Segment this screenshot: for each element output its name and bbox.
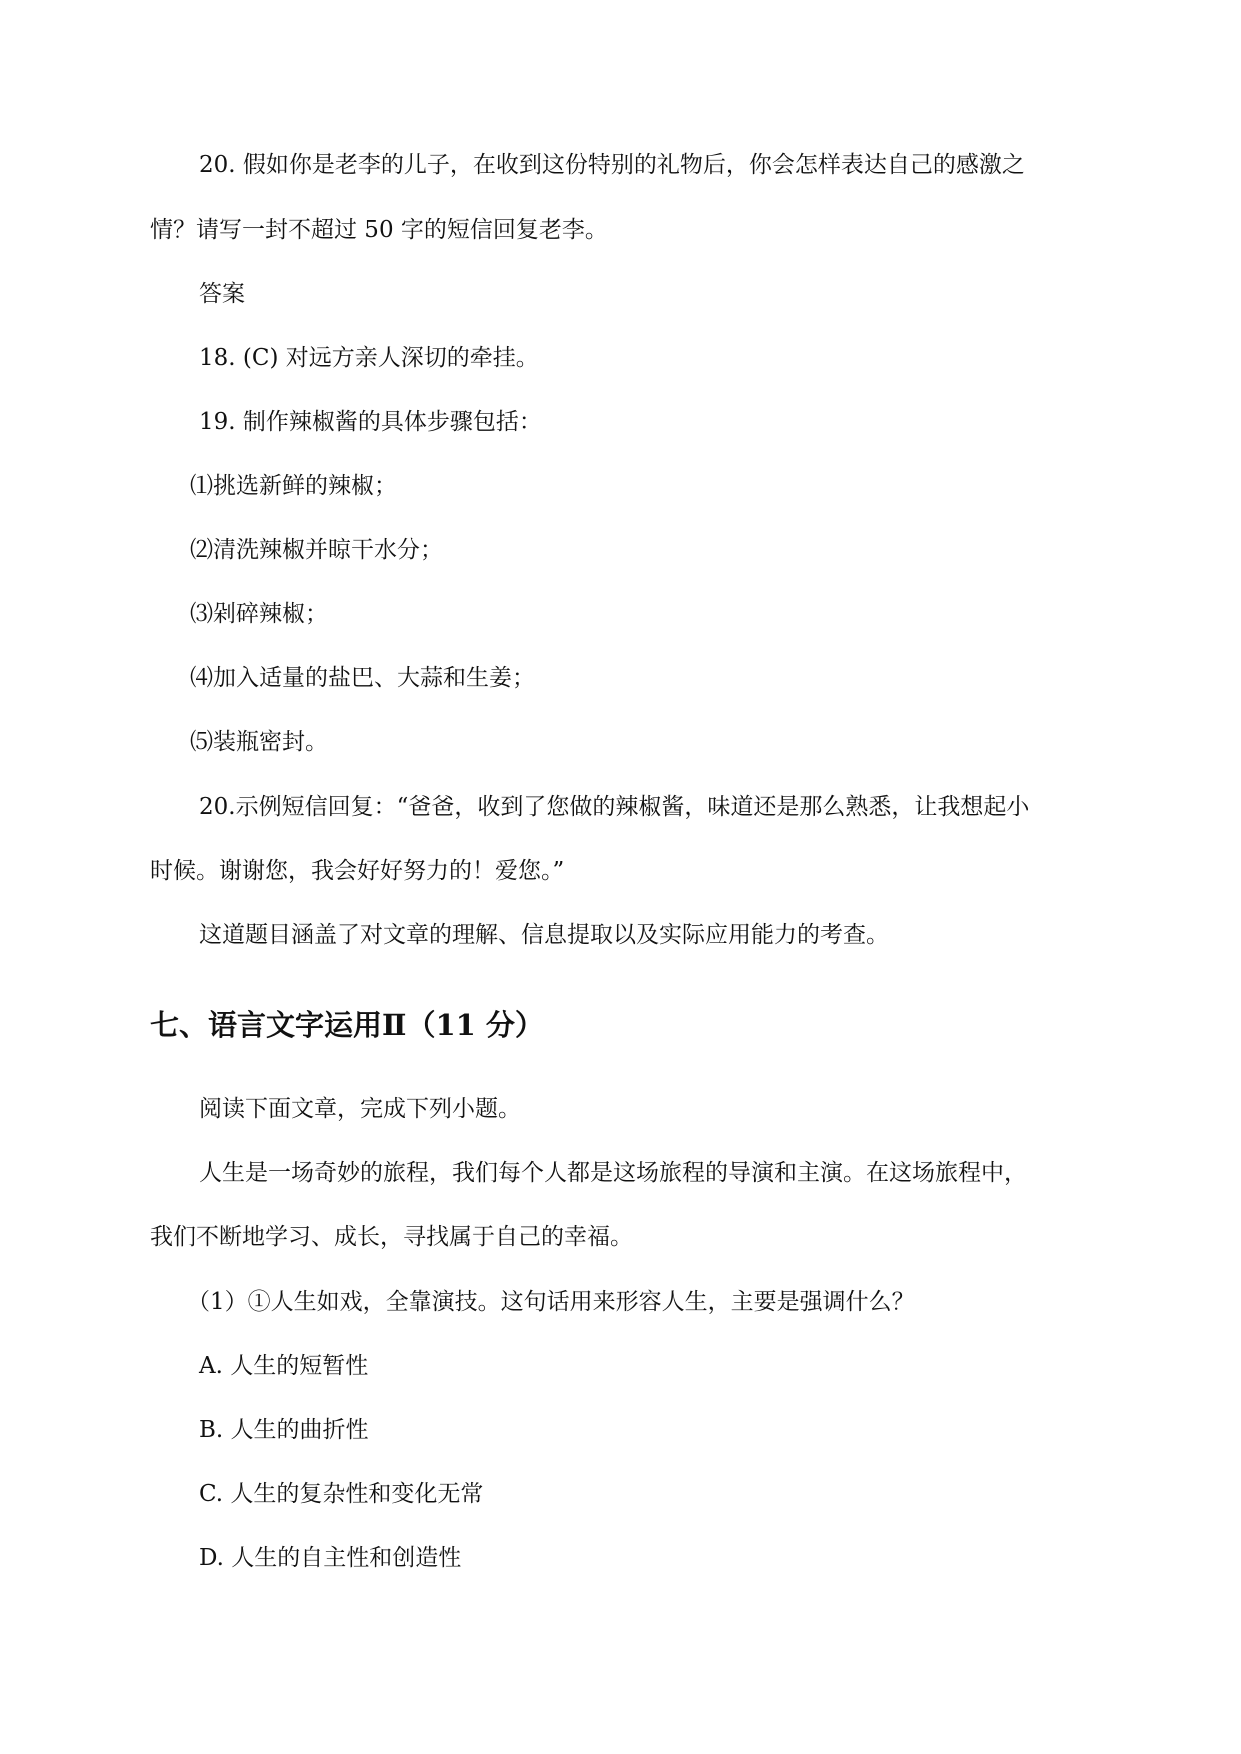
answer-19-step-3: ⑶剁碎辣椒； [190,601,328,627]
answer-20-line-1: 20.示例短信回复：“爸爸，收到了您做的辣椒酱，味道还是那么熟悉，让我想起小 [199,794,1030,820]
question-1: （1）①人生如戏，全靠演技。这句话用来形容人生，主要是强调什么？ [187,1289,915,1315]
answer-19: 19. 制作辣椒酱的具体步骤包括： [199,409,542,435]
answer-19-step-1: ⑴挑选新鲜的辣椒； [190,473,397,499]
option-c: C. 人生的复杂性和变化无常 [199,1481,484,1507]
answer-summary: 这道题目涵盖了对文章的理解、信息提取以及实际应用能力的考查。 [199,922,889,948]
option-d: D. 人生的自主性和创造性 [199,1545,462,1571]
answer-20-line-2: 时候。谢谢您，我会好好努力的！爱您。” [150,858,565,884]
answer-19-step-5: ⑸装瓶密封。 [190,729,328,755]
section-7-instruction: 阅读下面文章，完成下列小题。 [199,1096,521,1122]
answer-19-step-4: ⑷加入适量的盐巴、大蒜和生姜； [190,665,535,691]
question-20-line-1: 20. 假如你是老李的儿子，在收到这份特别的礼物后，你会怎样表达自己的感激之 [199,152,1025,178]
passage-line-1: 人生是一场奇妙的旅程，我们每个人都是这场旅程的导演和主演。在这场旅程中， [199,1160,1027,1186]
answer-heading: 答案 [199,281,245,307]
option-a: A. 人生的短暂性 [199,1353,369,1379]
question-20-line-2: 情？请写一封不超过 50 字的短信回复老李。 [150,217,608,243]
section-7-title: 七、语言文字运用Ⅱ（11 分） [150,1008,544,1042]
passage-line-2: 我们不断地学习、成长，寻找属于自己的幸福。 [150,1224,633,1250]
answer-19-step-2: ⑵清洗辣椒并晾干水分； [190,537,443,563]
option-b: B. 人生的曲折性 [199,1417,369,1443]
answer-18: 18. (C) 对远方亲人深切的牵挂。 [199,345,539,371]
